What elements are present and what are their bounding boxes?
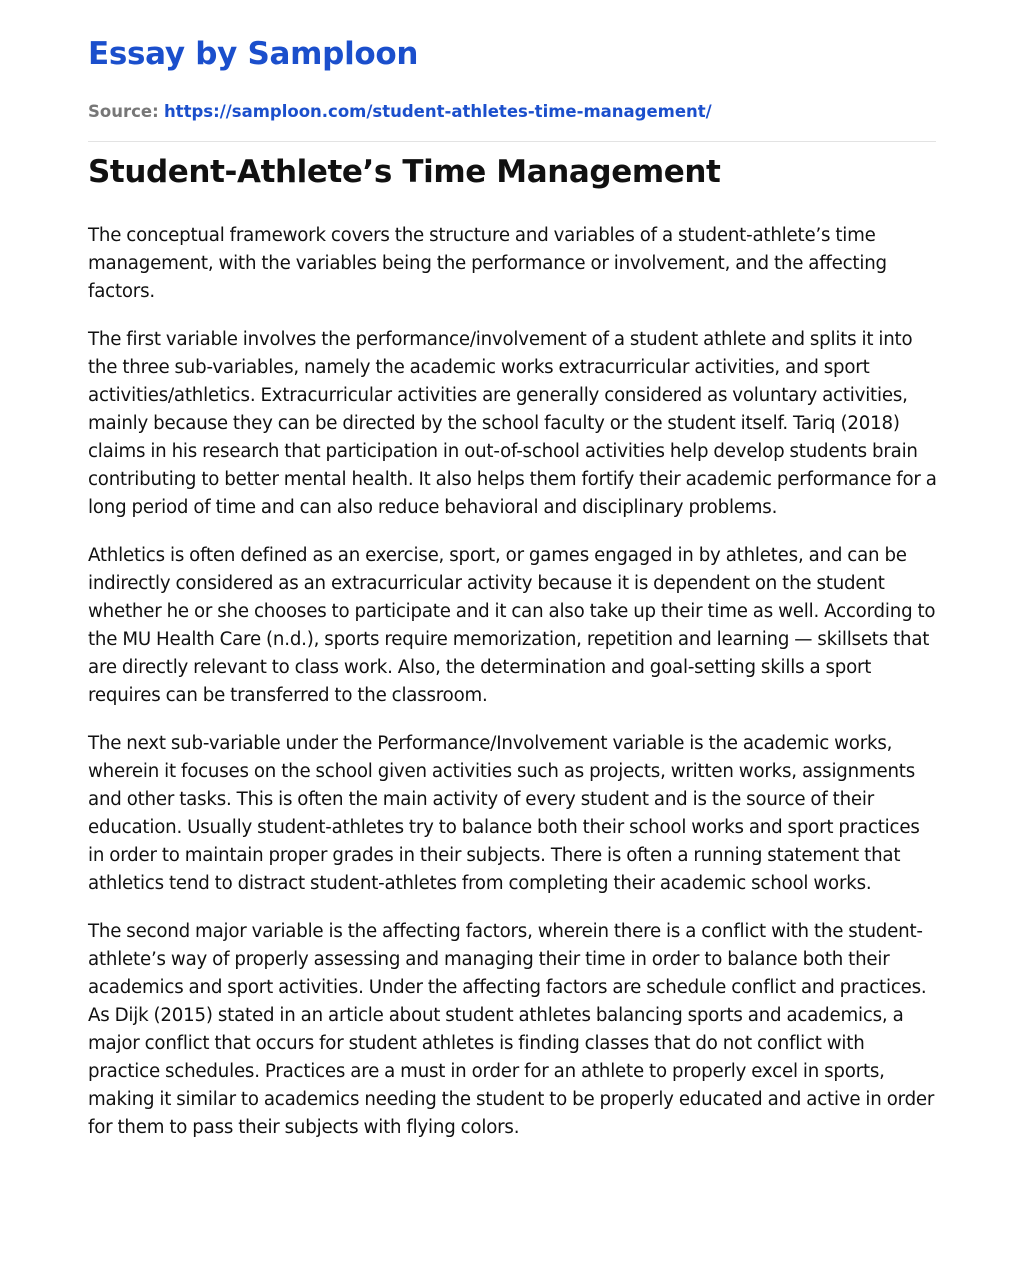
paragraph-2: The first variable involves the performance/involvement of a student athlete and splits it into the three sub-variables, namely the academic works extracurricular activities, and sport activities/athletics. Extracurricular activities are generally considered as voluntary activities, mainly because they can be directed by the school faculty or the student itself. Tariq (2018) claims in his research that participation in out-of-school activities help develop students brain contributing to better mental health. It also helps them fortify their academic performance for a long period of time and can also reduce behavioral and disciplinary problems. — [88, 329, 937, 518]
paragraph-4: The next sub-variable under the Performance/Involvement variable is the academic works, wherein it focuses on the school given activities such as projects, written works, assignments and other tasks. This is often the main activity of every student and is the source of their education. Usually student-athletes try to balance both their school works and sport practices in order to maintain proper grades in their subjects. There is often a running statement that athletics tend to distract student-athletes from completing their academic school works. — [88, 733, 920, 894]
paragraph-1: The conceptual framework covers the structure and variables of a student-athlete’s time management, with the variables being the performance or involvement, and the affecting factors. — [88, 225, 887, 302]
brand-title: Essay by Samploon — [88, 36, 419, 72]
source-line — [88, 102, 712, 121]
source-link[interactable]: https://samploon.com/student-athletes-time-management/ — [163, 102, 712, 121]
article-body — [88, 222, 938, 1162]
article-title: Student-Athlete’s Time Management — [88, 154, 721, 190]
header-divider — [88, 141, 936, 142]
source-label: Source: — [88, 102, 159, 121]
paragraph-5: The second major variable is the affecting factors, wherein there is a conflict with the student-athlete’s way of properly assessing and managing their time in order to balance both their academics and sport activities. Under the affecting factors are schedule conflict and practices. As Dijk (2015) stated in an article about student athletes balancing sports and academics, a major conflict that occurs for student athletes is finding classes that do not conflict with practice schedules. Practices are a must in order for an athlete to properly excel in sports, making it similar to academics needing the student to be properly educated and active in order for them to pass their subjects with flying colors. — [88, 921, 935, 1138]
paragraph-3: Athletics is often defined as an exercise, sport, or games engaged in by athletes, and can be indirectly considered as an extracurricular activity because it is dependent on the student whether he or she chooses to participate and it can also take up their time as well. According to the MU Health Care (n.d.), sports require memorization, repetition and learning — skillsets that are directly relevant to class work. Also, the determination and goal-setting skills a sport requires can be transferred to the classroom. — [88, 545, 936, 706]
